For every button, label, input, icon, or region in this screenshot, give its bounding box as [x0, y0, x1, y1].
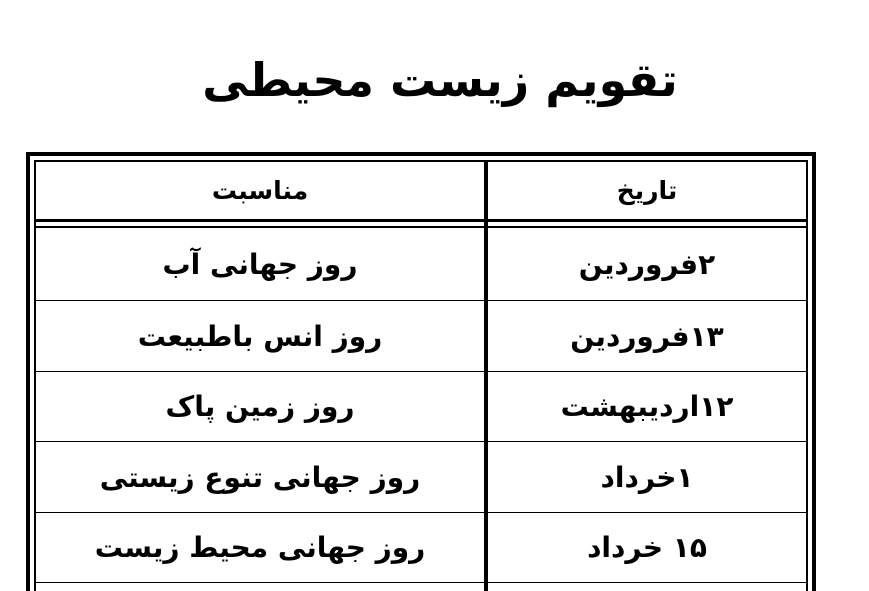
table-cell-date: ۱۵ خرداد: [587, 531, 707, 564]
table-cell-occasion: روز جهانی تنوع زیستی: [99, 460, 421, 494]
row-divider: [34, 582, 808, 583]
header-divider: [34, 219, 808, 222]
table-cell-date: ۱خرداد: [600, 460, 694, 494]
header-occasion: مناسبت: [211, 176, 309, 205]
table-cell-occasion: روز جهانی محیط زیست: [94, 531, 426, 564]
table-cell-date: ۱۲اردیبهشت: [560, 390, 734, 423]
table-cell-occasion: روز زمین پاک: [165, 390, 355, 423]
table-cell-date: ۱۳فروردین: [570, 319, 724, 353]
header-date: تاریخ: [616, 176, 678, 205]
page-title: تقویم زیست محیطی: [202, 53, 678, 107]
table-cell-occasion: روز انس باطبیعت: [137, 319, 383, 353]
table-cell-occasion: روز جهانی آب: [162, 248, 358, 281]
header-divider-secondary: [34, 226, 808, 228]
table-cell-date: ۲فروردین: [578, 248, 716, 281]
